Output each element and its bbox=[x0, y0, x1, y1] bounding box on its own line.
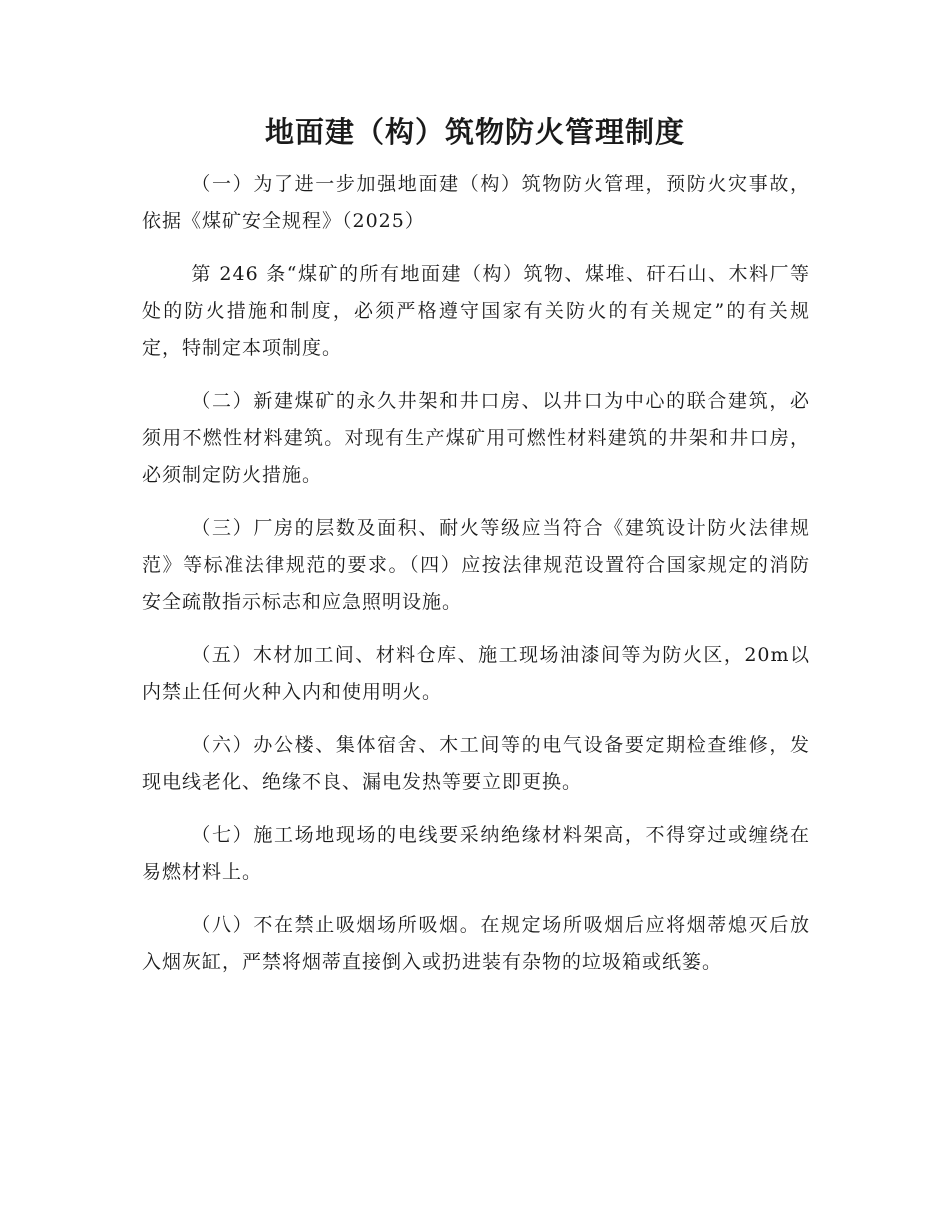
paragraph-8: （八）不在禁止吸烟场所吸烟。在规定场所吸烟后应将烟蒂熄灭后放入烟灰缸，严禁将烟蒂直接倒入或扔进装有杂物的垃圾箱或纸篓。 bbox=[142, 914, 810, 973]
paragraph-5: （五）木材加工间、材料仓库、施工现场油漆间等为防火区，20m以内禁止任何火种入内和使用明火。 bbox=[142, 644, 810, 703]
paragraph-6: （六）办公楼、集体宿舍、木工间等的电气设备要定期检查维修，发现电线老化、绝缘不良、漏电发热等要立即更换。 bbox=[142, 734, 810, 793]
paragraph-2: 第 246 条“煤矿的所有地面建（构）筑物、煤堆、矸石山、木料厂等处的防火措施和制度，必须严格遵守国家有关防火的有关规定”的有关规定，特制定本项制度。 bbox=[142, 263, 810, 359]
paragraph-7: （七）施工场地现场的电线要采纳绝缘材料架高，不得穿过或缠绕在易燃材料上。 bbox=[142, 824, 810, 883]
paragraph-1: （一）为了进一步加强地面建（构）筑物防火管理，预防火灾事故，依据《煤矿安全规程》（2025） bbox=[142, 173, 810, 232]
paragraph-3: （二）新建煤矿的永久井架和井口房、以井口为中心的联合建筑，必须用不燃性材料建筑。对现有生产煤矿用可燃性材料建筑的井架和井口房，必须制定防火措施。 bbox=[142, 390, 810, 486]
document-body bbox=[142, 166, 810, 997]
paragraph-4: （三）厂房的层数及面积、耐火等级应当符合《建筑设计防火法律规范》等标准法律规范的要求。（四）应按法律规范设置符合国家规定的消防安全疏散指示标志和应急照明设施。 bbox=[142, 517, 810, 613]
document-title: 地面建（构）筑物防火管理制度 bbox=[264, 115, 685, 149]
